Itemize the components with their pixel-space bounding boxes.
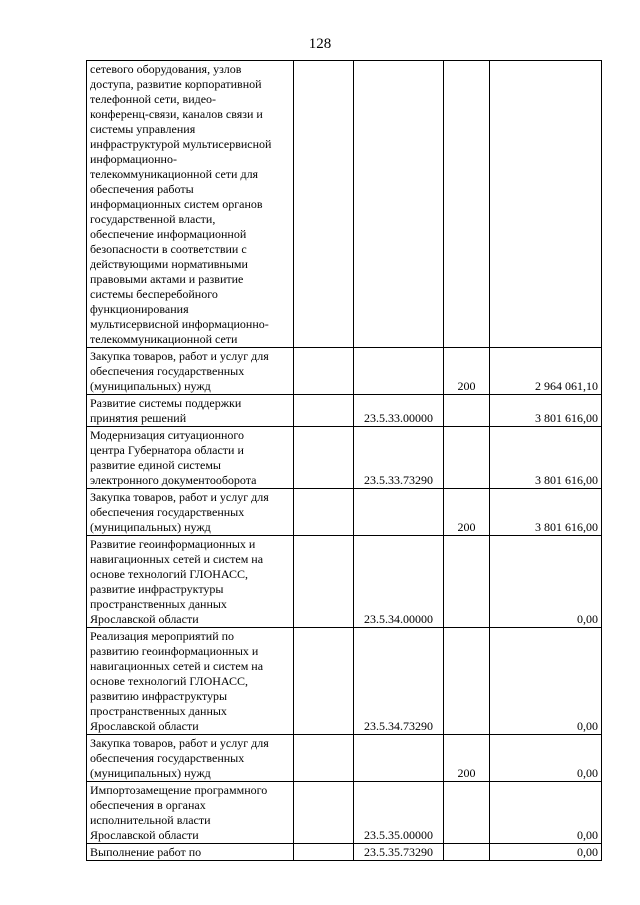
item-name-line: системы бесперебойного bbox=[90, 287, 218, 301]
item-name-line: пространственных данных bbox=[90, 597, 227, 611]
item-name-line: Развитие системы поддержки bbox=[90, 396, 242, 410]
ministry-cell bbox=[294, 844, 354, 861]
table-row bbox=[87, 489, 602, 536]
ministry-cell bbox=[294, 782, 354, 844]
item-name-line: Ярославской области bbox=[90, 828, 199, 842]
expense-type-cell bbox=[444, 536, 490, 628]
item-name-line: мультисервисной информационно- bbox=[90, 317, 269, 331]
item-name-line: (муниципальных) нужд bbox=[90, 379, 211, 393]
item-name-line: Ярославской области bbox=[90, 719, 199, 733]
amount-cell: 0,00 bbox=[490, 735, 602, 782]
item-name-line: (муниципальных) нужд bbox=[90, 520, 211, 534]
table-row bbox=[87, 628, 602, 735]
item-name-line: сетевого оборудования, узлов bbox=[90, 62, 242, 76]
item-name-line: обеспечения государственных bbox=[90, 751, 245, 765]
item-name-line: Выполнение работ по bbox=[90, 845, 202, 859]
ministry-cell bbox=[294, 395, 354, 427]
item-name-line: действующими нормативными bbox=[90, 257, 248, 271]
item-name-line: телекоммуникационной сети для bbox=[90, 167, 259, 181]
item-name-line: Импортозамещение программного bbox=[90, 783, 268, 797]
item-name-cell bbox=[87, 844, 294, 861]
item-name-cell bbox=[87, 628, 294, 735]
item-name-line: Закупка товаров, работ и услуг для bbox=[90, 349, 269, 363]
expense-type-cell bbox=[444, 61, 490, 348]
item-name-line: системы управления bbox=[90, 122, 196, 136]
target-code-cell: 23.5.33.73290 bbox=[354, 427, 444, 489]
item-name-line: обеспечения государственных bbox=[90, 364, 245, 378]
target-code-cell bbox=[354, 489, 444, 536]
item-name-cell bbox=[87, 427, 294, 489]
ministry-cell bbox=[294, 427, 354, 489]
target-code-cell: 23.5.35.00000 bbox=[354, 782, 444, 844]
item-name-cell bbox=[87, 782, 294, 844]
target-code-cell: 23.5.33.00000 bbox=[354, 395, 444, 427]
item-name-line: Развитие геоинформационных и bbox=[90, 537, 256, 551]
item-name-line: основе технологий ГЛОНАСС, bbox=[90, 567, 248, 581]
amount-cell: 0,00 bbox=[490, 536, 602, 628]
item-name-line: доступа, развитие корпоративной bbox=[90, 77, 262, 91]
expense-type-cell: 200 bbox=[444, 735, 490, 782]
item-name-line: развитие инфраструктуры bbox=[90, 582, 224, 596]
ministry-cell bbox=[294, 628, 354, 735]
amount-cell: 2 964 061,10 bbox=[490, 348, 602, 395]
item-name-cell bbox=[87, 536, 294, 628]
ministry-cell bbox=[294, 348, 354, 395]
expense-type-cell: 200 bbox=[444, 348, 490, 395]
table-row bbox=[87, 735, 602, 782]
item-name-line: развитию инфраструктуры bbox=[90, 689, 228, 703]
item-name-line: развитие единой системы bbox=[90, 458, 221, 472]
budget-table-body bbox=[87, 61, 602, 861]
target-code-cell bbox=[354, 735, 444, 782]
table-row bbox=[87, 395, 602, 427]
item-name-line: (муниципальных) нужд bbox=[90, 766, 211, 780]
table-row bbox=[87, 61, 602, 348]
item-name-line: инфраструктурой мультисервисной bbox=[90, 137, 272, 151]
item-name-cell bbox=[87, 735, 294, 782]
item-name-line: исполнительной власти bbox=[90, 813, 211, 827]
ministry-cell bbox=[294, 489, 354, 536]
target-code-cell bbox=[354, 61, 444, 348]
item-name-cell bbox=[87, 61, 294, 348]
amount-cell: 0,00 bbox=[490, 782, 602, 844]
expense-type-cell: 200 bbox=[444, 489, 490, 536]
ministry-cell bbox=[294, 536, 354, 628]
amount-cell: 3 801 616,00 bbox=[490, 427, 602, 489]
table-row bbox=[87, 348, 602, 395]
target-code-cell bbox=[354, 348, 444, 395]
item-name-cell bbox=[87, 395, 294, 427]
item-name-line: обеспечения государственных bbox=[90, 505, 245, 519]
item-name-line: пространственных данных bbox=[90, 704, 227, 718]
item-name-line: телефонной сети, видео- bbox=[90, 92, 217, 106]
item-name-line: навигационных сетей и систем на bbox=[90, 659, 264, 673]
item-name-line: информационно- bbox=[90, 152, 177, 166]
item-name-line: центра Губернатора области и bbox=[90, 443, 244, 457]
target-code-cell: 23.5.34.73290 bbox=[354, 628, 444, 735]
page-number: 128 bbox=[308, 36, 332, 52]
item-name-line: развитию геоинформационных и bbox=[90, 644, 259, 658]
item-name-line: обеспечения в органах bbox=[90, 798, 206, 812]
amount-cell bbox=[490, 61, 602, 348]
table-row bbox=[87, 536, 602, 628]
item-name-line: Закупка товаров, работ и услуг для bbox=[90, 736, 269, 750]
amount-cell: 0,00 bbox=[490, 844, 602, 861]
amount-cell: 3 801 616,00 bbox=[490, 395, 602, 427]
item-name-line: электронного документооборота bbox=[90, 473, 257, 487]
expense-type-cell bbox=[444, 628, 490, 735]
item-name-line: функционирования bbox=[90, 302, 189, 316]
table-row bbox=[87, 782, 602, 844]
item-name-line: Ярославской области bbox=[90, 612, 199, 626]
target-code-cell: 23.5.34.00000 bbox=[354, 536, 444, 628]
item-name-cell bbox=[87, 348, 294, 395]
amount-cell: 3 801 616,00 bbox=[490, 489, 602, 536]
expense-type-cell bbox=[444, 844, 490, 861]
ministry-cell bbox=[294, 735, 354, 782]
expense-type-cell bbox=[444, 427, 490, 489]
expense-type-cell bbox=[444, 395, 490, 427]
item-name-line: безопасности в соответствии с bbox=[90, 242, 247, 256]
item-name-line: государственной власти, bbox=[90, 212, 216, 226]
target-code-cell: 23.5.35.73290 bbox=[354, 844, 444, 861]
item-name-line: навигационных сетей и систем на bbox=[90, 552, 264, 566]
item-name-line: конференц-связи, каналов связи и bbox=[90, 107, 263, 121]
ministry-cell bbox=[294, 61, 354, 348]
expense-type-cell bbox=[444, 782, 490, 844]
item-name-line: основе технологий ГЛОНАСС, bbox=[90, 674, 248, 688]
table-row bbox=[87, 844, 602, 861]
item-name-line: принятия решений bbox=[90, 411, 187, 425]
budget-table bbox=[86, 60, 602, 861]
table-row bbox=[87, 427, 602, 489]
item-name-line: телекоммуникационной сети bbox=[90, 332, 238, 346]
item-name-line: Закупка товаров, работ и услуг для bbox=[90, 490, 269, 504]
item-name-line: информационных систем органов bbox=[90, 197, 263, 211]
item-name-line: Реализация мероприятий по bbox=[90, 629, 235, 643]
item-name-line: правовыми актами и развитие bbox=[90, 272, 244, 286]
item-name-line: Модернизация ситуационного bbox=[90, 428, 245, 442]
amount-cell: 0,00 bbox=[490, 628, 602, 735]
item-name-line: обеспечения работы bbox=[90, 182, 194, 196]
item-name-line: обеспечение информационной bbox=[90, 227, 247, 241]
item-name-cell bbox=[87, 489, 294, 536]
